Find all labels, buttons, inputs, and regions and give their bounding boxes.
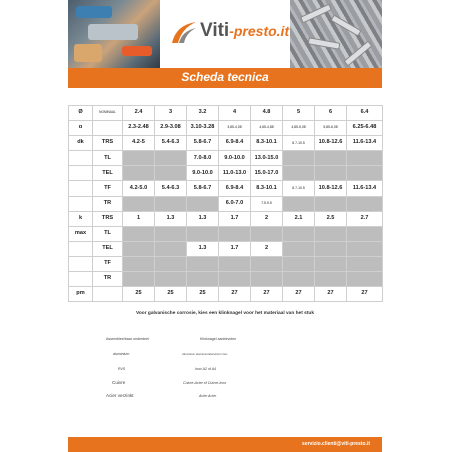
- table-cell: [283, 196, 315, 211]
- table-cell: 8.3-10.1: [251, 181, 283, 196]
- table-cell: [187, 256, 219, 271]
- table-cell: 1.7: [219, 211, 251, 226]
- table-cell: 1.3: [187, 241, 219, 256]
- table-cell: 2: [251, 241, 283, 256]
- title-banner: [68, 68, 382, 88]
- table-cell: TL: [93, 226, 123, 241]
- table-cell: [69, 256, 93, 271]
- materials-header-right: Klinknagel aanbevolen: [200, 337, 237, 341]
- table-cell: [315, 151, 347, 166]
- table-row: [69, 106, 383, 121]
- table-cell: [283, 166, 315, 181]
- table-cell: [347, 196, 383, 211]
- table-cell: [187, 226, 219, 241]
- table-row: [69, 166, 383, 181]
- table-cell: [155, 272, 187, 287]
- swoosh-logo-icon: [170, 19, 198, 45]
- table-cell: 3: [155, 106, 187, 121]
- table-cell: [251, 226, 283, 241]
- table-cell: TRS: [93, 211, 123, 226]
- table-cell: [219, 226, 251, 241]
- table-cell: 2: [251, 211, 283, 226]
- table-row: [69, 196, 383, 211]
- table-cell: 4: [219, 106, 251, 121]
- materials-header-left: Assemblee/baar onderdeel: [106, 337, 149, 341]
- table-cell: 4.2-5: [123, 136, 155, 151]
- spec-table: [68, 105, 383, 302]
- table-cell: [187, 272, 219, 287]
- table-cell: [69, 241, 93, 256]
- table-cell: [315, 196, 347, 211]
- table-cell: TF: [93, 256, 123, 271]
- table-cell: [219, 256, 251, 271]
- table-cell: [315, 241, 347, 256]
- table-cell: [315, 256, 347, 271]
- logo: [160, 0, 290, 68]
- table-cell: 27: [347, 287, 383, 302]
- table-cell: [69, 151, 93, 166]
- table-cell: 8.7-10.5: [283, 181, 315, 196]
- material-right-4: Acier Acier: [199, 394, 217, 398]
- table-cell: [69, 181, 93, 196]
- table-cell: [347, 241, 383, 256]
- table-cell: [123, 272, 155, 287]
- table-cell: 1.3: [187, 211, 219, 226]
- table-cell: [123, 241, 155, 256]
- table-cell: 1: [123, 211, 155, 226]
- table-cell: [347, 272, 383, 287]
- table-cell: TL: [93, 151, 123, 166]
- table-cell: k: [69, 211, 93, 226]
- table-cell: 6.9-8.4: [219, 181, 251, 196]
- table-cell: [283, 241, 315, 256]
- table-cell: 25: [123, 287, 155, 302]
- table-cell: [347, 226, 383, 241]
- table-cell: dk: [69, 136, 93, 151]
- table-cell: 8.3-10.1: [251, 136, 283, 151]
- table-cell: 8.7-10.5: [283, 136, 315, 151]
- table-cell: 4,65-4,88: [251, 121, 283, 136]
- table-cell: [347, 166, 383, 181]
- table-row: [69, 256, 383, 271]
- footer-bar: [68, 437, 382, 452]
- logo-text: [200, 20, 289, 42]
- table-cell: 1.3: [155, 211, 187, 226]
- tools-photo: [68, 0, 160, 68]
- table-cell: [155, 226, 187, 241]
- table-cell: 2.7: [347, 211, 383, 226]
- table-cell: [219, 272, 251, 287]
- table-cell: 2.9-3.08: [155, 121, 187, 136]
- table-cell: TR: [93, 272, 123, 287]
- table-cell: [283, 151, 315, 166]
- table-cell: [69, 166, 93, 181]
- table-cell: [155, 196, 187, 211]
- table-cell: 25: [155, 287, 187, 302]
- table-cell: 5.4-6.3: [155, 181, 187, 196]
- table-cell: 5,85-6,08: [315, 121, 347, 136]
- table-cell: [347, 256, 383, 271]
- table-cell: 15.0-17.0: [251, 166, 283, 181]
- table-cell: [123, 166, 155, 181]
- table-cell: [283, 226, 315, 241]
- table-cell: [123, 226, 155, 241]
- table-cell: [347, 151, 383, 166]
- material-left-4: Acier verzinkt: [106, 393, 134, 398]
- table-cell: 5: [283, 106, 315, 121]
- table-cell: 27: [283, 287, 315, 302]
- table-cell: 9.0-10.0: [219, 151, 251, 166]
- table-cell: 3,85-4,08: [219, 121, 251, 136]
- table-cell: [69, 272, 93, 287]
- contact-email: servizio.clienti@viti-presto.it: [302, 441, 370, 447]
- table-cell: TEL: [93, 241, 123, 256]
- table-cell: 11.6-13.4: [347, 136, 383, 151]
- table-cell: 6.0-7.0: [219, 196, 251, 211]
- table-cell: 11.6-13.4: [347, 181, 383, 196]
- table-cell: 10.8-12.6: [315, 136, 347, 151]
- table-cell: 27: [315, 287, 347, 302]
- table-row: [69, 121, 383, 136]
- spec-table-body: [69, 106, 383, 302]
- table-cell: 3.10-3.28: [187, 121, 219, 136]
- material-right-1: Aluminium aluminum/aluminium inox: [182, 352, 228, 356]
- table-cell: 7.5-9.5: [251, 196, 283, 211]
- table-cell: 5.8-6.7: [187, 181, 219, 196]
- material-left-2: RVS: [118, 367, 126, 371]
- table-cell: 11.0-13.0: [219, 166, 251, 181]
- table-cell: 25: [187, 287, 219, 302]
- table-cell: 27: [251, 287, 283, 302]
- table-cell: [251, 272, 283, 287]
- table-cell: [155, 151, 187, 166]
- table-cell: 4.2-5.0: [123, 181, 155, 196]
- table-row: [69, 136, 383, 151]
- page-title: Scheda tecnica: [181, 70, 269, 84]
- table-cell: 7.0-8.0: [187, 151, 219, 166]
- table-cell: [187, 196, 219, 211]
- table-cell: max: [69, 226, 93, 241]
- table-cell: 5.4-6.3: [155, 136, 187, 151]
- table-row: [69, 241, 383, 256]
- table-row: [69, 151, 383, 166]
- material-left-3: Cuivre: [112, 380, 126, 385]
- table-cell: 6: [315, 106, 347, 121]
- table-cell: 2.1: [283, 211, 315, 226]
- table-cell: 3.2: [187, 106, 219, 121]
- table-cell: [155, 166, 187, 181]
- logo-main: Viti: [200, 20, 230, 41]
- table-cell: [69, 196, 93, 211]
- table-cell: 5.8-6.7: [187, 136, 219, 151]
- table-cell: TR: [93, 196, 123, 211]
- table-cell: TF: [93, 181, 123, 196]
- table-row: [69, 211, 383, 226]
- material-left-1: aluminium: [113, 352, 130, 356]
- table-cell: [315, 272, 347, 287]
- table-row: [69, 287, 383, 302]
- table-row: [69, 181, 383, 196]
- screws-photo: [290, 0, 382, 68]
- table-cell: 2.4: [123, 106, 155, 121]
- material-right-2: Inox A2 of A4: [195, 367, 217, 371]
- table-cell: 4,85-5,08: [283, 121, 315, 136]
- table-cell: 6.25-6.48: [347, 121, 383, 136]
- table-cell: 2.3-2.48: [123, 121, 155, 136]
- table-cell: 6.9-8.4: [219, 136, 251, 151]
- table-cell: [123, 256, 155, 271]
- table-cell: 6.4: [347, 106, 383, 121]
- table-cell: [283, 272, 315, 287]
- table-cell: 9.0-10.0: [187, 166, 219, 181]
- table-cell: [123, 196, 155, 211]
- table-cell: [93, 121, 123, 136]
- table-cell: 10.8-12.6: [315, 181, 347, 196]
- table-cell: [283, 256, 315, 271]
- table-cell: [155, 241, 187, 256]
- table-cell: NOMINAAL: [93, 106, 123, 121]
- header: [68, 0, 382, 68]
- table-cell: 13.0-15.0: [251, 151, 283, 166]
- table-cell: pm: [69, 287, 93, 302]
- table-cell: [315, 226, 347, 241]
- table-cell: ɑ: [69, 121, 93, 136]
- table-cell: 2.5: [315, 211, 347, 226]
- table-cell: 27: [219, 287, 251, 302]
- table-cell: TRS: [93, 136, 123, 151]
- table-cell: 4.8: [251, 106, 283, 121]
- table-cell: [93, 287, 123, 302]
- table-cell: 1.7: [219, 241, 251, 256]
- table-cell: [251, 256, 283, 271]
- material-right-3: Cuivre-Acier of Cuivre-Inox: [183, 381, 227, 385]
- corrosion-note: Voor galvanische corrosie, kies een klinknagel voor het materiaal van het stuk: [136, 311, 314, 316]
- table-cell: TEL: [93, 166, 123, 181]
- table-cell: [123, 151, 155, 166]
- table-row: [69, 226, 383, 241]
- table-cell: [155, 256, 187, 271]
- table-cell: [315, 166, 347, 181]
- table-row: [69, 272, 383, 287]
- table-cell: Ø: [69, 106, 93, 121]
- logo-sub: -presto.it: [229, 23, 290, 39]
